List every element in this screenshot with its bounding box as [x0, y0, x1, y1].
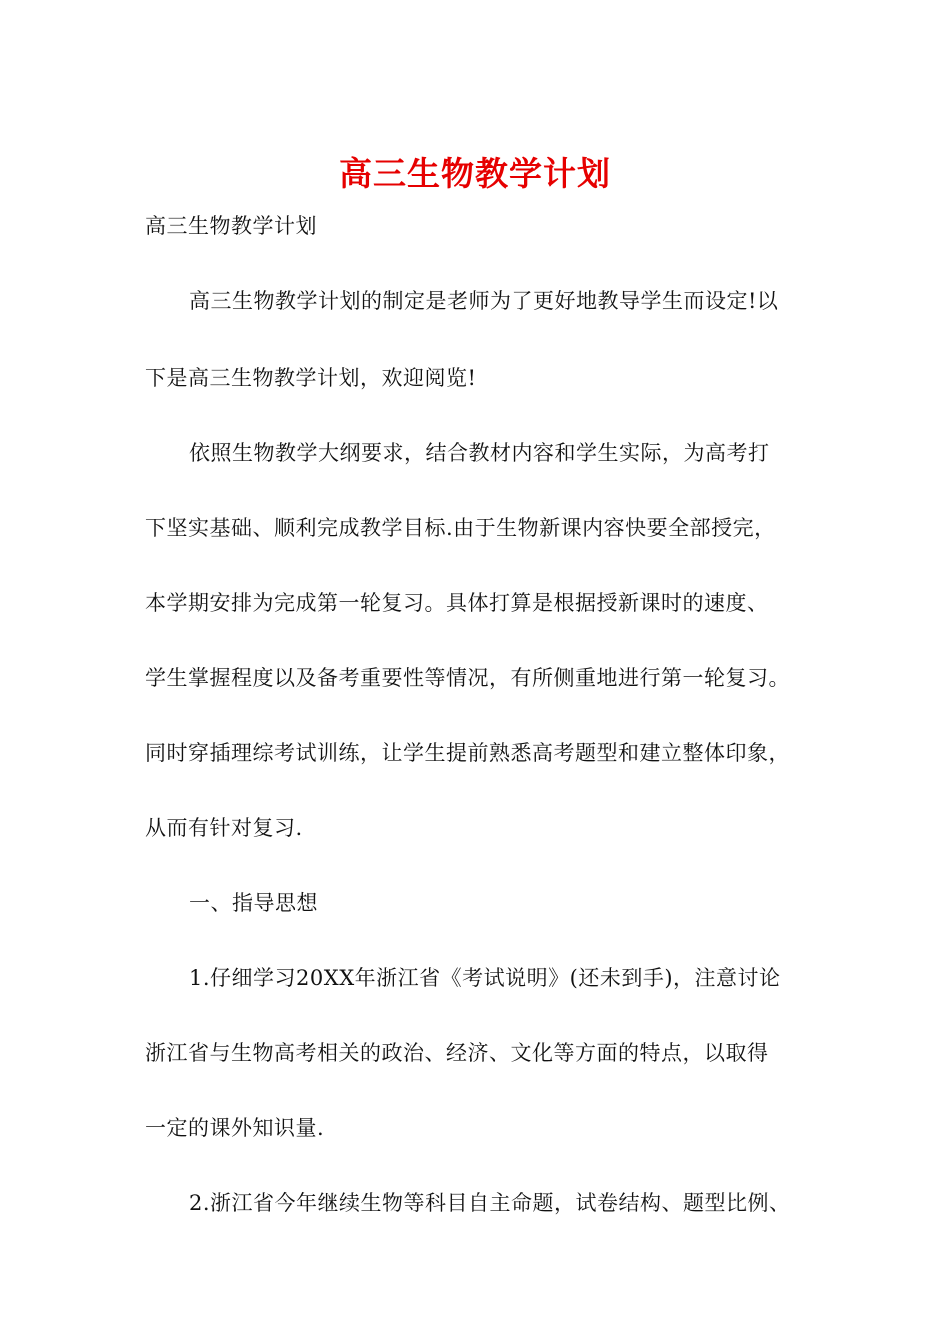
- paragraph-line: 本学期安排为完成第一轮复习。具体打算是根据授新课时的速度、: [145, 591, 769, 615]
- paragraph-line: 同时穿插理综考试训练，让学生提前熟悉高考题型和建立整体印象，: [145, 741, 790, 765]
- subtitle: 高三生物教学计划: [145, 214, 317, 238]
- paragraph-line: 学生掌握程度以及备考重要性等情况，有所侧重地进行第一轮复习。: [145, 666, 790, 690]
- list-item-line: 浙江省与生物高考相关的政治、经济、文化等方面的特点，以取得: [145, 1041, 769, 1065]
- list-item-line: 2.浙江省今年继续生物等科目自主命题，试卷结构、题型比例、: [189, 1191, 791, 1215]
- list-item-line: 1.仔细学习20XX年浙江省《考试说明》(还未到手)，注意讨论: [189, 966, 781, 990]
- section-heading: 一、指导思想: [189, 891, 318, 915]
- paragraph-line: 下坚实基础、顺利完成教学目标.由于生物新课内容快要全部授完，: [145, 516, 776, 540]
- paragraph-line: 依照生物教学大纲要求，结合教材内容和学生实际，为高考打: [189, 441, 770, 465]
- intro-line-2: 下是高三生物教学计划，欢迎阅览!: [145, 366, 477, 390]
- paragraph-line: 从而有针对复习.: [145, 816, 303, 840]
- list-item-line: 一定的课外知识量.: [145, 1116, 325, 1140]
- document-title: 高三生物教学计划: [339, 154, 611, 193]
- intro-line-1: 高三生物教学计划的制定是老师为了更好地教导学生而设定!以: [189, 289, 779, 313]
